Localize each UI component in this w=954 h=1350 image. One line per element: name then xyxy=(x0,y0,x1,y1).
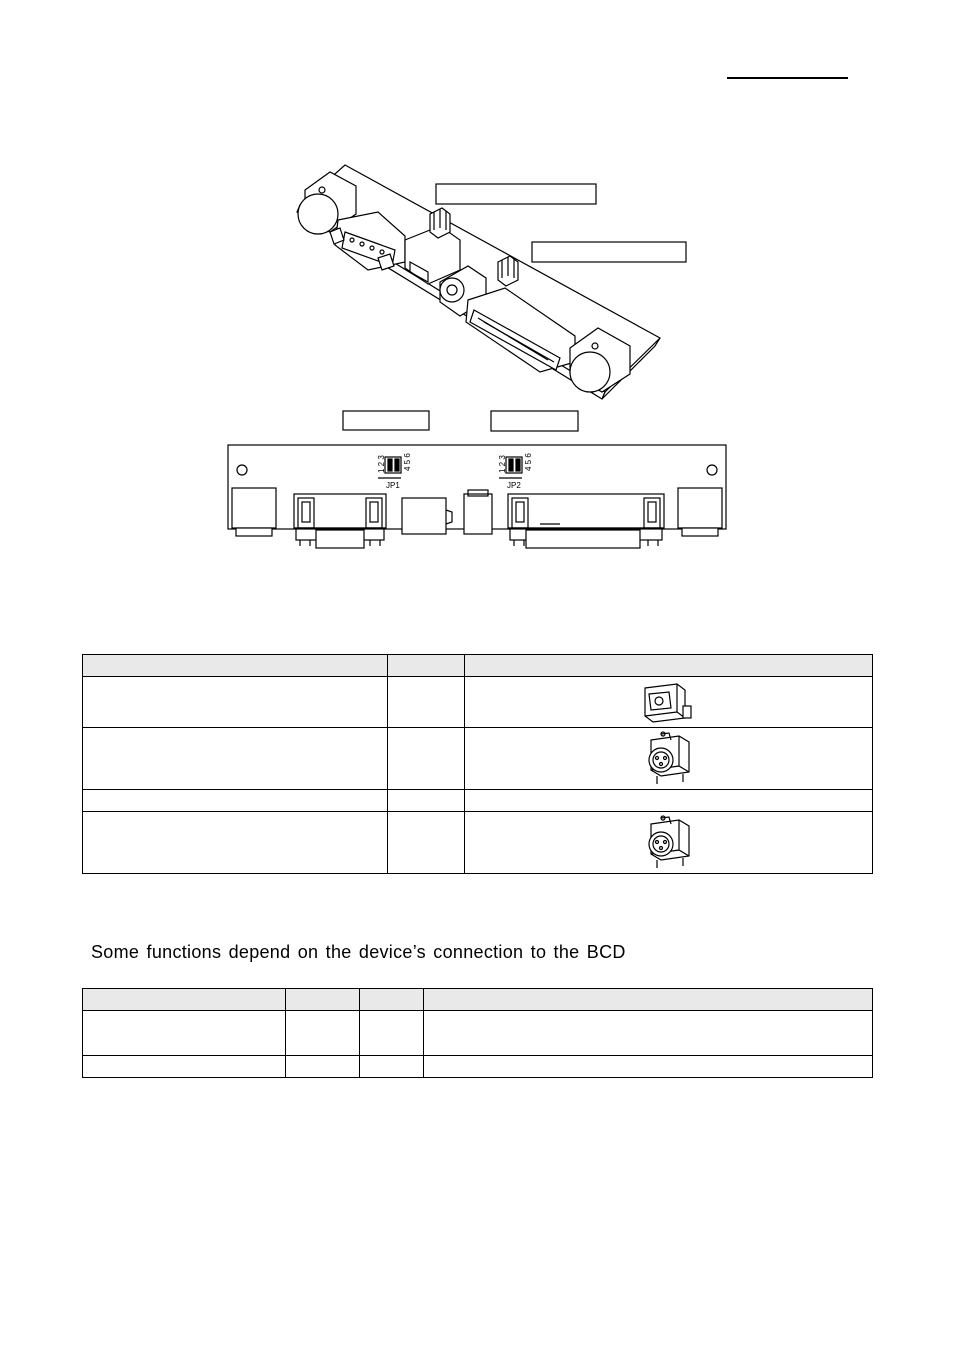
table-header-cell xyxy=(388,655,465,677)
jp1-pins-bottom: 4 5 6 xyxy=(403,453,412,471)
front-board-view xyxy=(228,445,726,548)
table-cell-image xyxy=(465,812,873,874)
table-row xyxy=(83,812,873,874)
table-header-cell xyxy=(286,989,360,1011)
jp2-pins-bottom: 4 5 6 xyxy=(524,453,533,471)
table-cell xyxy=(424,1056,873,1078)
table-cell xyxy=(388,790,465,812)
table-cell xyxy=(83,1056,286,1078)
jp1-pins-top: 1 2 3 xyxy=(377,455,386,473)
table-cell xyxy=(286,1011,360,1056)
table-cell xyxy=(83,790,388,812)
isometric-board-view xyxy=(297,165,686,399)
table-header-cell xyxy=(83,989,286,1011)
table-row xyxy=(83,1011,873,1056)
table-cell xyxy=(83,812,388,874)
table-cell xyxy=(388,812,465,874)
table-cell xyxy=(83,677,388,728)
table-cell xyxy=(286,1056,360,1078)
jp1-header-iso xyxy=(430,208,450,238)
jp2-label: JP2 xyxy=(507,481,521,490)
table-cell xyxy=(465,790,873,812)
table-cell xyxy=(360,1056,424,1078)
table-cell xyxy=(83,1011,286,1056)
jp2-header-iso xyxy=(498,256,518,286)
table-row xyxy=(83,677,873,728)
din-connector-icon xyxy=(639,730,699,788)
front-callout-box-2 xyxy=(491,411,578,431)
interface-board-illustration xyxy=(0,0,954,600)
table-cell xyxy=(83,728,388,790)
table-row xyxy=(83,790,873,812)
function-table xyxy=(82,988,873,1078)
table-cell-image xyxy=(465,677,873,728)
table-cell xyxy=(388,728,465,790)
din-connector-icon xyxy=(639,814,699,872)
front-callout-box-1 xyxy=(343,411,429,430)
table-row xyxy=(83,728,873,790)
table-header-row xyxy=(83,655,873,677)
table-header-cell xyxy=(360,989,424,1011)
table-cell-image xyxy=(465,728,873,790)
table-header-row xyxy=(83,989,873,1011)
table-header-cell xyxy=(424,989,873,1011)
connector-table xyxy=(82,654,873,874)
callout-box-1 xyxy=(436,184,596,204)
jp1-label: JP1 xyxy=(386,481,400,490)
jp2-pins-top: 1 2 3 xyxy=(498,455,507,473)
note-text: Some functions depend on the device’s connection to the BCD xyxy=(91,942,626,962)
table-cell xyxy=(424,1011,873,1056)
table-cell xyxy=(388,677,465,728)
table-header-cell xyxy=(465,655,873,677)
table-row xyxy=(83,1056,873,1078)
table-cell xyxy=(360,1011,424,1056)
callout-box-2 xyxy=(532,242,686,262)
dc-power-jack-icon xyxy=(639,680,699,724)
table-header-cell xyxy=(83,655,388,677)
